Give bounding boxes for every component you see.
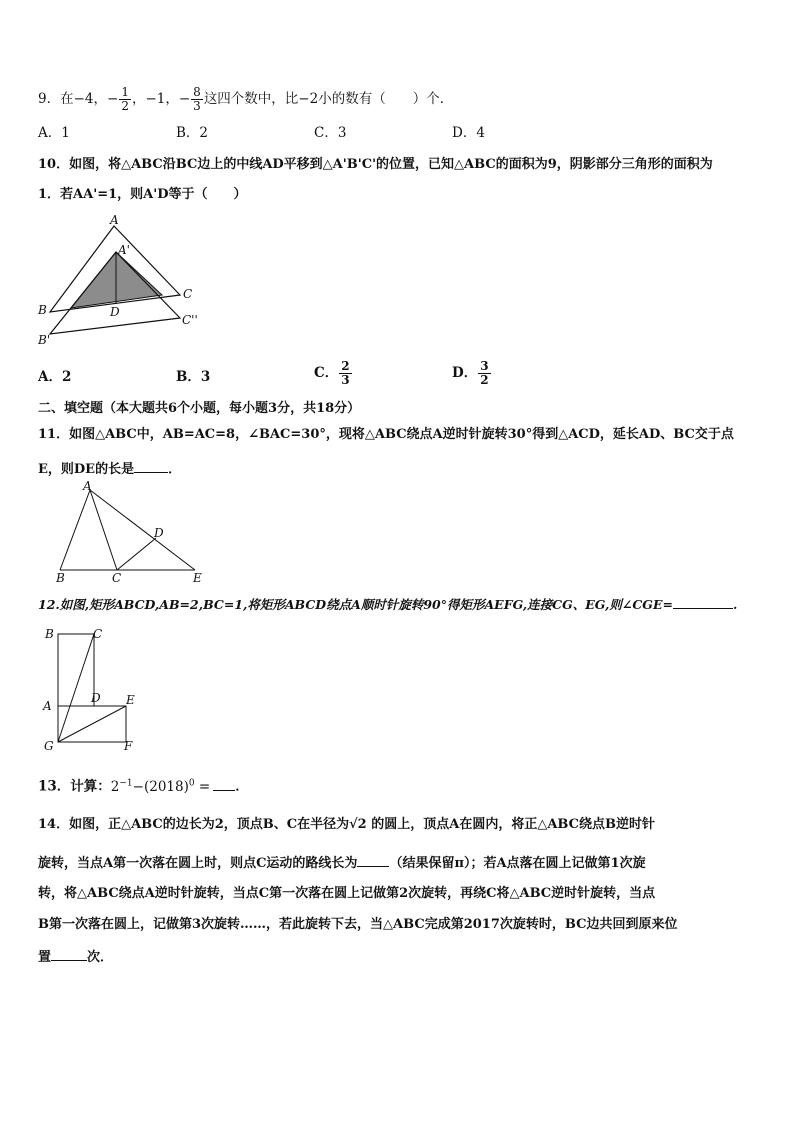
- q11-line-cd: [117, 538, 156, 570]
- q12-figure: [40, 622, 150, 754]
- q12-label-a: A: [43, 699, 52, 713]
- q10-option-d-fraction: [478, 360, 490, 387]
- q11-line-ab: [60, 490, 90, 570]
- q10-label-c1: C'': [182, 313, 198, 327]
- q10-line-2: 1．若AA'=1，则A'D等于（ ）: [38, 187, 247, 202]
- q10-option-a: A．2: [38, 369, 72, 385]
- q11-line-2-end: ．: [168, 462, 182, 477]
- q10-label-b1: B': [38, 333, 51, 347]
- q14-line-3: 转，将△ABC绕点A逆时针旋转，当点C第一次落在圆上记做第2次旋转，再绕C将△ABC逆时针旋转，当点: [38, 886, 656, 901]
- q9-suffix: 这四个数中，比−2小的数有（ ）个．: [203, 91, 454, 107]
- q10-label-a1: A': [118, 243, 130, 257]
- q10-label-b: B: [38, 303, 47, 317]
- q11-line-ac: [90, 490, 117, 570]
- q9-frac1-num: 1: [121, 85, 129, 99]
- q12-label-f: F: [124, 739, 133, 753]
- q12-label-d: D: [91, 691, 101, 705]
- q14-line-2: [38, 852, 646, 873]
- q13-base: 2: [110, 778, 120, 795]
- q14-line-2b: （结果保留π）；若A点落在圆上记做第1次旋: [389, 856, 646, 871]
- q14-line-4: B第一次落在圆上，记做第3次旋转……，若此旋转下去，当△ABC完成第2017次旋转时，BC边共回到原来位: [38, 917, 678, 932]
- q11-line-ae: [90, 490, 195, 570]
- q10-option-d-num: 3: [480, 359, 489, 373]
- q13-mid: −(2018): [132, 778, 189, 795]
- q11-label-b: B: [56, 571, 65, 585]
- q9-frac1-den: 2: [121, 99, 129, 113]
- q9-fraction-1: [119, 86, 131, 113]
- q14-line-2a: 旋转，当点A第一次落在圆上时，则点C运动的路线长为: [38, 856, 358, 871]
- q9-option-b: B．2: [176, 125, 209, 141]
- q10-option-d-prefix: D．: [452, 365, 478, 381]
- q10-label-d: D: [110, 305, 120, 319]
- q13-line: [38, 774, 249, 796]
- q14-answer-blank-2: [51, 946, 87, 961]
- q12-end: .: [733, 597, 738, 612]
- q10-label-c: C: [183, 287, 193, 301]
- q11-label-e: E: [193, 571, 202, 585]
- q9-neg1: −: [107, 91, 119, 107]
- q13-exponent-2: 0: [188, 778, 195, 788]
- q9-neg2: −: [178, 91, 191, 107]
- q10-option-c-fraction: [339, 360, 351, 387]
- q10-option-c: [314, 360, 353, 387]
- q11-line-2: [38, 458, 181, 479]
- q12-rectangle-abcd: [58, 634, 94, 706]
- q9-option-c: C．3: [314, 125, 347, 141]
- q11-line-1: 11．如图△ABC中，AB=AC=8，∠BAC=30°，现将△ABC绕点A逆时针旋转30°得到△ACD，延长AD、BC交于点: [38, 427, 734, 442]
- q13-answer-blank: [213, 776, 235, 791]
- q13-exponent-1: −1: [119, 778, 133, 788]
- q14-answer-blank-1: [357, 852, 389, 867]
- q11-line-2-text: E，则DE的长是: [38, 462, 135, 477]
- q14-line-5: [38, 946, 113, 967]
- q11-label-c: C: [112, 571, 122, 585]
- q10-option-d-den: 2: [480, 373, 489, 387]
- q10-line-1: 10．如图，将△ABC沿BC边上的中线AD平移到△A'B'C'的位置，已知△ABC的面积为9，阴影部分三角形的面积为: [38, 157, 713, 172]
- section-2-heading: 二、填空题（本大题共6个小题，每小题3分，共18分）: [38, 401, 361, 416]
- q9-fraction-2: [191, 86, 203, 113]
- q9-prefix: 9．在−4，: [38, 91, 107, 107]
- q14-line-5a: 置: [38, 950, 52, 965]
- q11-label-d: D: [154, 526, 164, 540]
- q10-label-a: A: [110, 214, 119, 227]
- q10-option-c-prefix: C．: [314, 365, 339, 381]
- q12-label-g: G: [44, 739, 54, 753]
- q10-option-d: [452, 360, 492, 387]
- q10-option-c-den: 3: [341, 373, 350, 387]
- q11-label-a: A: [83, 480, 92, 493]
- q12-text: 12.如图,矩形ABCD,AB=2,BC=1,将矩形ABCD绕点A顺时针旋转90°得矩形AEFG,连接CG、EG,则∠CGE=: [38, 597, 673, 612]
- q10-figure: [30, 214, 220, 354]
- q12-label-c: C: [93, 627, 103, 641]
- q9-option-d: D．4: [452, 125, 485, 141]
- question-9: [38, 86, 453, 113]
- q12-label-e: E: [126, 693, 135, 707]
- q10-option-c-num: 2: [341, 359, 350, 373]
- q14-line-5b: 次．: [87, 950, 114, 965]
- q14-line-1: 14．如图，正△ABC的边长为2，顶点B、C在半径为√2 的圆上，顶点A在圆内，将正△ABC绕点B逆时针: [38, 817, 655, 832]
- q12-line: [38, 594, 737, 614]
- q9-mid: ，−1，: [131, 91, 179, 107]
- q13-equals: =: [194, 778, 211, 795]
- q10-option-b: B．3: [176, 369, 211, 385]
- q11-figure: [50, 480, 210, 585]
- q12-answer-blank: [673, 594, 733, 609]
- q9-frac2-num: 8: [193, 85, 201, 99]
- q12-label-b: B: [45, 627, 54, 641]
- q9-frac2-den: 3: [193, 99, 201, 113]
- q13-end: ．: [235, 778, 249, 795]
- q13-prefix: 13．计算：: [38, 778, 111, 795]
- q9-option-a: A．1: [38, 125, 70, 141]
- q11-answer-blank: [134, 458, 168, 473]
